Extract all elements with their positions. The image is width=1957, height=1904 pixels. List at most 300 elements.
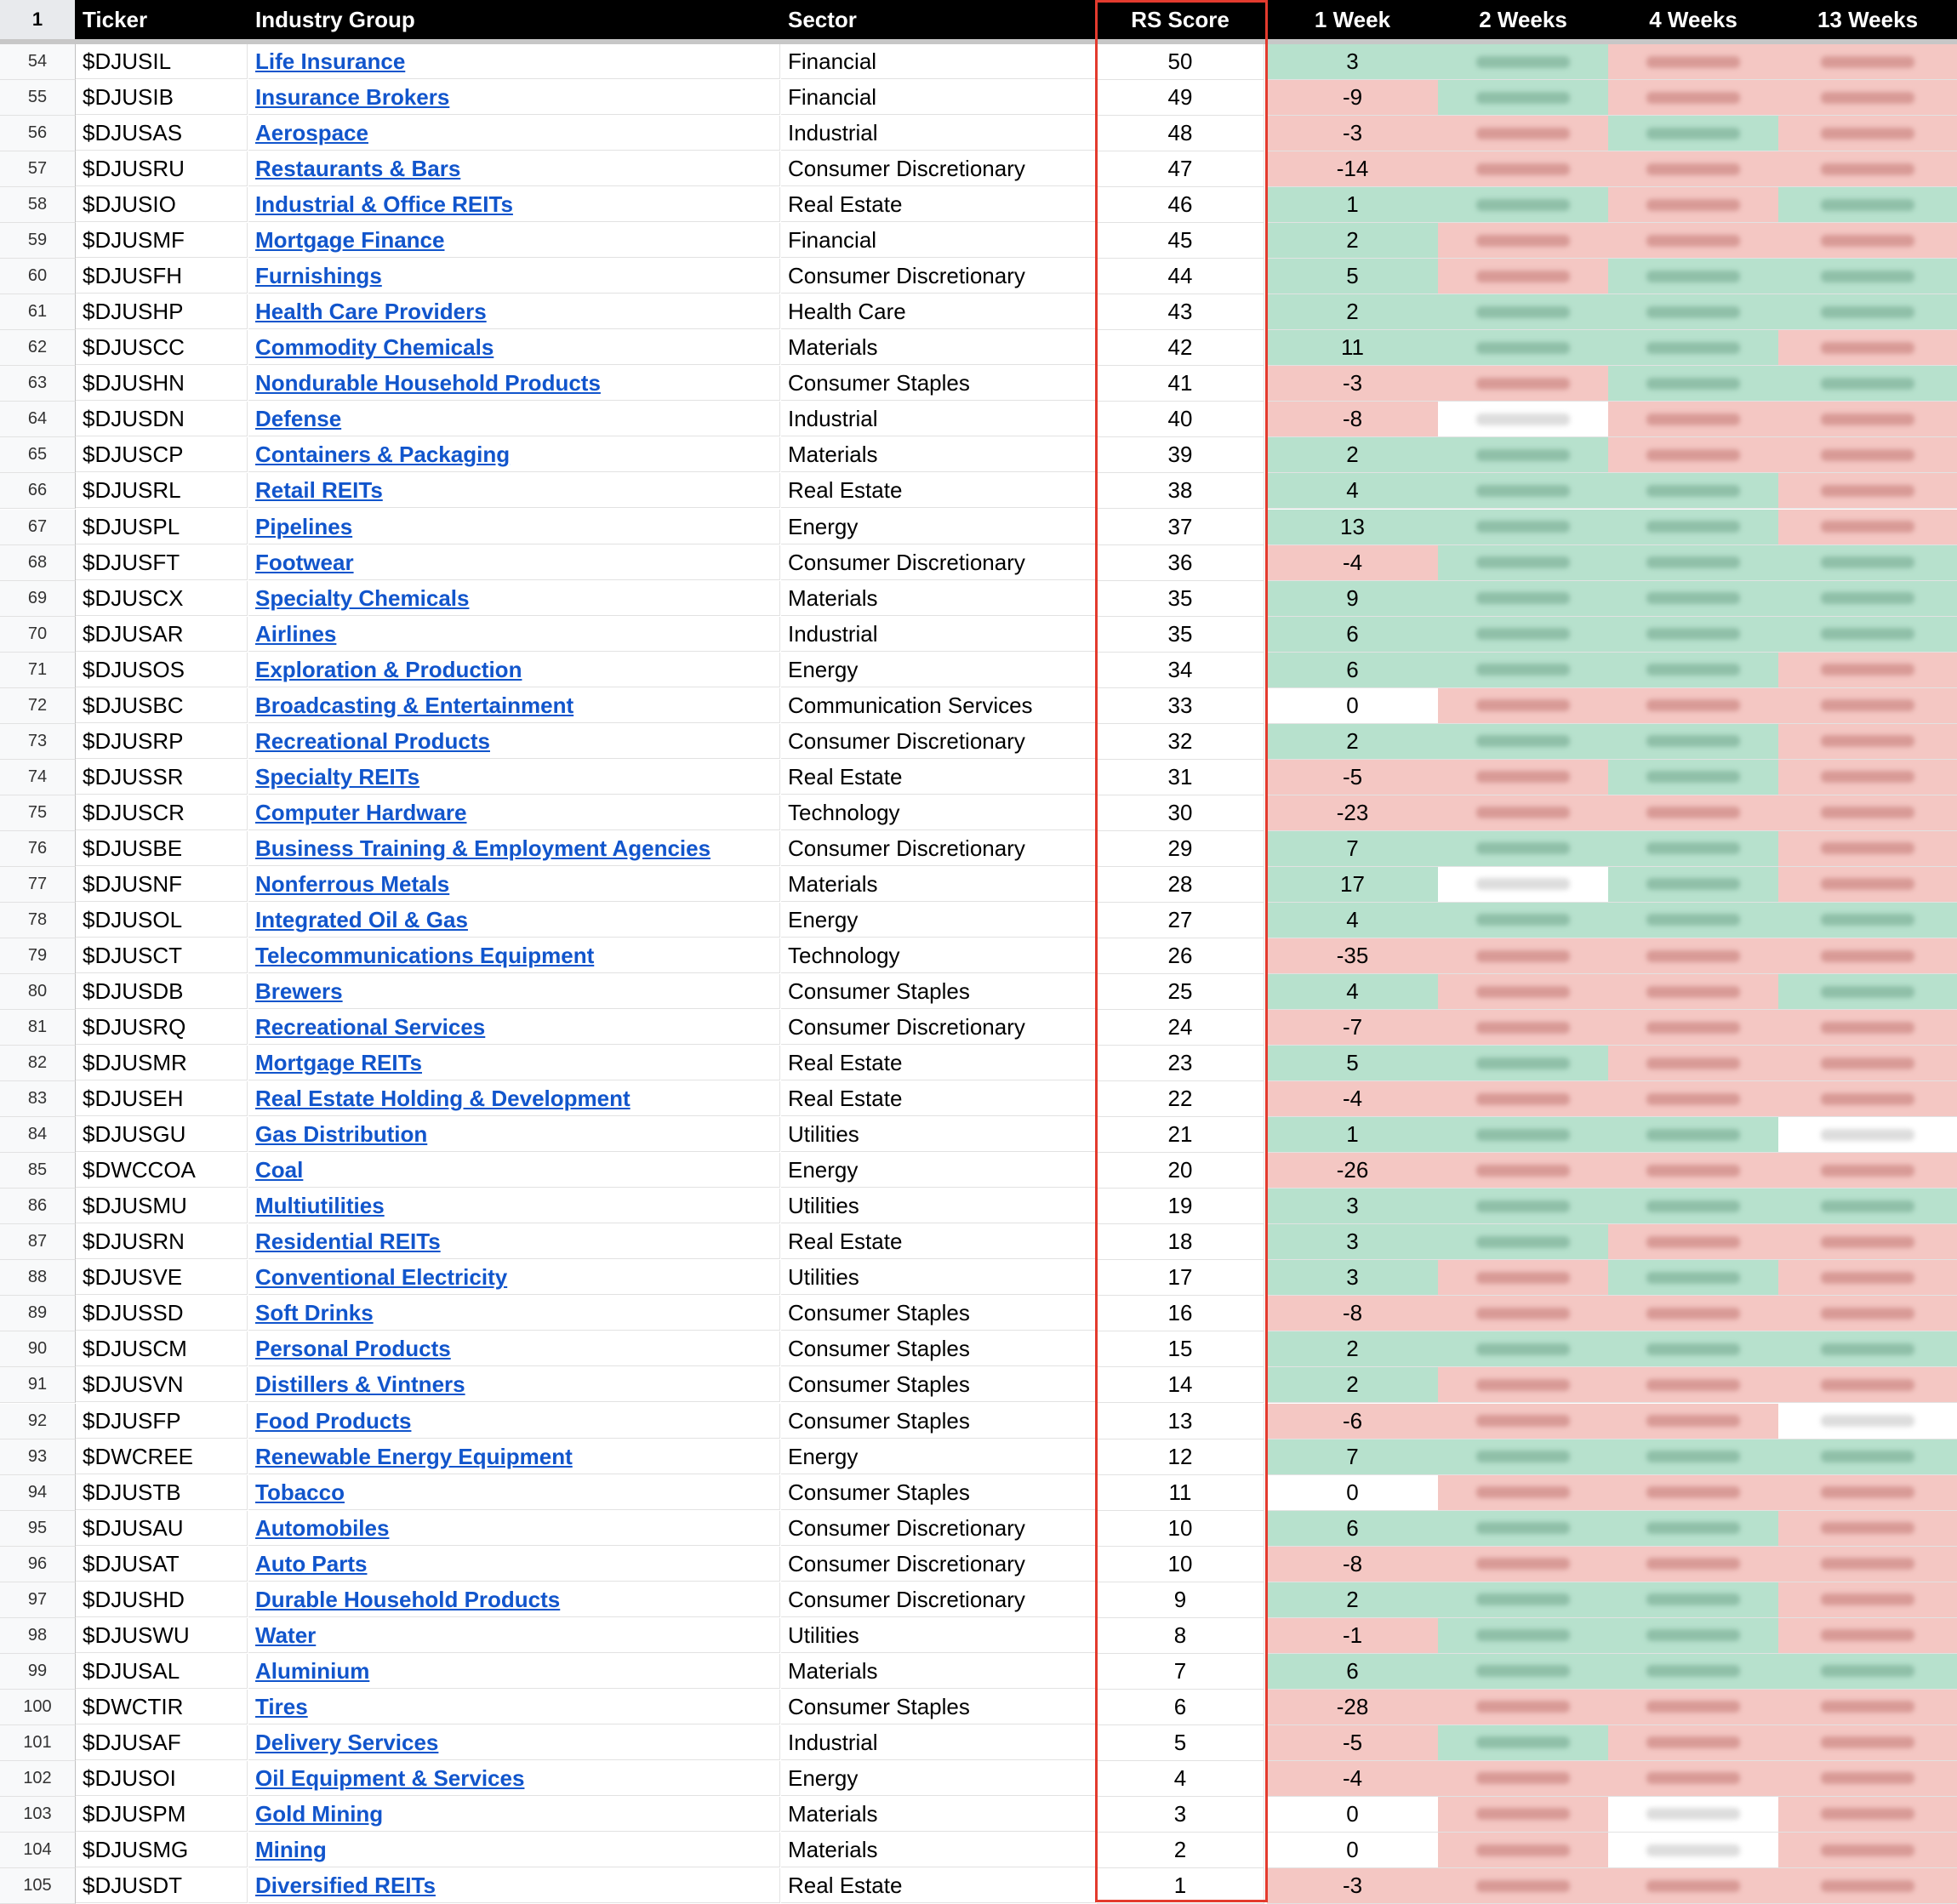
week1-change-cell[interactable]: 4 (1267, 974, 1439, 1010)
week4-change-cell[interactable] (1608, 1046, 1779, 1081)
sector-cell[interactable]: Real Estate (781, 1868, 1096, 1903)
week4-change-cell[interactable] (1608, 795, 1779, 831)
week2-change-cell[interactable] (1438, 366, 1609, 402)
industry-group-link[interactable]: Real Estate Holding & Development (255, 1086, 630, 1112)
week4-change-cell[interactable] (1608, 653, 1779, 688)
week13-change-cell[interactable] (1778, 44, 1957, 80)
ticker-cell[interactable]: $DJUSMG (76, 1833, 248, 1867)
industry-group-link[interactable]: Specialty Chemicals (255, 584, 470, 611)
ticker-cell[interactable]: $DJUSFT (76, 545, 248, 580)
row-number[interactable]: 56 (0, 116, 76, 151)
week4-change-cell[interactable] (1608, 510, 1779, 545)
week4-change-cell[interactable] (1608, 938, 1779, 974)
week2-change-cell[interactable] (1438, 1153, 1609, 1189)
industry-group-link[interactable]: Personal Products (255, 1336, 451, 1362)
week2-change-cell[interactable] (1438, 437, 1609, 473)
table-row[interactable] (0, 1331, 1957, 1367)
industry-group-cell[interactable] (248, 366, 780, 401)
week2-change-cell[interactable] (1438, 1367, 1609, 1403)
table-row[interactable] (0, 1511, 1957, 1547)
row-number[interactable]: 59 (0, 223, 76, 259)
header-industry-group[interactable]: Industry Group (255, 7, 415, 32)
row-number[interactable]: 68 (0, 545, 76, 581)
rs-score-cell[interactable]: 10 (1097, 1547, 1264, 1582)
table-row[interactable] (0, 1081, 1957, 1117)
week2-change-cell[interactable] (1438, 581, 1609, 617)
sector-cell[interactable]: Utilities (781, 1618, 1096, 1653)
industry-group-cell[interactable] (248, 80, 780, 115)
week13-change-cell[interactable] (1778, 1153, 1957, 1189)
industry-group-cell[interactable] (248, 938, 780, 973)
week4-change-cell[interactable] (1608, 44, 1779, 80)
rs-score-cell[interactable]: 40 (1097, 402, 1264, 437)
sector-cell[interactable]: Financial (781, 44, 1096, 79)
rs-score-cell[interactable]: 2 (1097, 1833, 1264, 1868)
row-number[interactable]: 63 (0, 366, 76, 402)
week13-change-cell[interactable] (1778, 617, 1957, 653)
week1-change-cell[interactable]: 7 (1267, 1439, 1439, 1475)
rs-score-cell[interactable]: 25 (1097, 974, 1264, 1010)
industry-group-link[interactable]: Oil Equipment & Services (255, 1764, 525, 1791)
row-number[interactable]: 76 (0, 831, 76, 867)
ticker-cell[interactable]: $DJUSAT (76, 1547, 248, 1582)
row-number[interactable]: 74 (0, 760, 76, 795)
row-number[interactable]: 71 (0, 653, 76, 688)
week1-change-cell[interactable]: -4 (1267, 1081, 1439, 1117)
sector-cell[interactable]: Consumer Staples (781, 974, 1096, 1009)
sector-cell[interactable]: Consumer Discretionary (781, 724, 1096, 759)
industry-group-link[interactable]: Commodity Chemicals (255, 334, 494, 361)
sector-cell[interactable]: Industrial (781, 1725, 1096, 1760)
sector-cell[interactable]: Consumer Discretionary (781, 545, 1096, 580)
row-number[interactable]: 62 (0, 330, 76, 366)
sector-cell[interactable]: Consumer Discretionary (781, 1582, 1096, 1617)
table-row[interactable] (0, 795, 1957, 831)
week13-change-cell[interactable] (1778, 1010, 1957, 1046)
rs-score-cell[interactable]: 33 (1097, 688, 1264, 724)
rs-score-cell[interactable]: 19 (1097, 1189, 1264, 1224)
week13-change-cell[interactable] (1778, 938, 1957, 974)
sector-cell[interactable]: Consumer Discretionary (781, 151, 1096, 186)
sector-cell[interactable]: Materials (781, 437, 1096, 472)
table-row[interactable] (0, 116, 1957, 151)
table-row[interactable] (0, 831, 1957, 867)
table-row[interactable] (0, 1224, 1957, 1260)
week2-change-cell[interactable] (1438, 473, 1609, 509)
week1-change-cell[interactable]: -5 (1267, 1725, 1439, 1761)
week4-change-cell[interactable] (1608, 1117, 1779, 1153)
table-row[interactable] (0, 1153, 1957, 1189)
industry-group-link[interactable]: Specialty REITs (255, 763, 420, 790)
industry-group-link[interactable]: Brewers (255, 978, 343, 1005)
industry-group-link[interactable]: Soft Drinks (255, 1300, 374, 1326)
week1-change-cell[interactable]: 4 (1267, 903, 1439, 938)
week2-change-cell[interactable] (1438, 402, 1609, 437)
week2-change-cell[interactable] (1438, 80, 1609, 116)
ticker-cell[interactable]: $DJUSRL (76, 473, 248, 508)
week1-change-cell[interactable]: -8 (1267, 1296, 1439, 1331)
row-number[interactable]: 98 (0, 1618, 76, 1654)
industry-group-cell[interactable] (248, 151, 780, 186)
rs-score-cell[interactable]: 15 (1097, 1331, 1264, 1367)
sector-cell[interactable]: Real Estate (781, 760, 1096, 795)
row-number[interactable]: 79 (0, 938, 76, 974)
week13-change-cell[interactable] (1778, 653, 1957, 688)
sector-cell[interactable]: Materials (781, 1797, 1096, 1832)
rs-score-cell[interactable]: 49 (1097, 80, 1264, 116)
week13-change-cell[interactable] (1778, 1475, 1957, 1511)
sector-cell[interactable]: Energy (781, 1761, 1096, 1796)
rs-score-cell[interactable]: 35 (1097, 617, 1264, 653)
week13-change-cell[interactable] (1778, 437, 1957, 473)
industry-group-cell[interactable] (248, 1404, 780, 1439)
rs-score-cell[interactable]: 35 (1097, 581, 1264, 617)
industry-group-cell[interactable] (248, 795, 780, 830)
week4-change-cell[interactable] (1608, 259, 1779, 294)
row-number[interactable]: 96 (0, 1547, 76, 1582)
week4-change-cell[interactable] (1608, 1189, 1779, 1224)
week4-change-cell[interactable] (1608, 1404, 1779, 1439)
week4-change-cell[interactable] (1608, 688, 1779, 724)
week1-change-cell[interactable]: 2 (1267, 294, 1439, 330)
industry-group-cell[interactable] (248, 1868, 780, 1903)
table-row[interactable] (0, 545, 1957, 581)
sector-cell[interactable]: Communication Services (781, 688, 1096, 723)
week13-change-cell[interactable] (1778, 581, 1957, 617)
week4-change-cell[interactable] (1608, 1690, 1779, 1725)
week13-change-cell[interactable] (1778, 1797, 1957, 1833)
week2-change-cell[interactable] (1438, 151, 1609, 187)
week4-change-cell[interactable] (1608, 187, 1779, 223)
row-number[interactable]: 64 (0, 402, 76, 437)
sector-cell[interactable]: Energy (781, 1153, 1096, 1188)
industry-group-link[interactable]: Aluminium (255, 1657, 370, 1684)
week2-change-cell[interactable] (1438, 1475, 1609, 1511)
industry-group-link[interactable]: Nondurable Household Products (255, 370, 601, 396)
table-row[interactable] (0, 1296, 1957, 1331)
industry-group-cell[interactable] (248, 974, 780, 1009)
week4-change-cell[interactable] (1608, 473, 1779, 509)
week2-change-cell[interactable] (1438, 831, 1609, 867)
industry-group-link[interactable]: Nonferrous Metals (255, 870, 450, 897)
rs-score-cell[interactable]: 45 (1097, 223, 1264, 259)
industry-group-link[interactable]: Pipelines (255, 513, 353, 539)
industry-group-link[interactable]: Delivery Services (255, 1729, 439, 1755)
week13-change-cell[interactable] (1778, 1439, 1957, 1475)
row-number[interactable]: 55 (0, 80, 76, 116)
table-row[interactable] (0, 151, 1957, 187)
table-row[interactable] (0, 1439, 1957, 1475)
sector-cell[interactable]: Utilities (781, 1117, 1096, 1152)
week4-change-cell[interactable] (1608, 116, 1779, 151)
industry-group-link[interactable]: Water (255, 1622, 317, 1648)
sector-cell[interactable]: Energy (781, 653, 1096, 687)
row-number[interactable]: 102 (0, 1761, 76, 1797)
week4-change-cell[interactable] (1608, 1439, 1779, 1475)
industry-group-cell[interactable] (248, 1833, 780, 1867)
ticker-cell[interactable]: $DJUSHD (76, 1582, 248, 1617)
rs-score-cell[interactable]: 21 (1097, 1117, 1264, 1153)
week4-change-cell[interactable] (1608, 1367, 1779, 1403)
week1-change-cell[interactable]: 0 (1267, 1475, 1439, 1511)
week13-change-cell[interactable] (1778, 330, 1957, 366)
table-row[interactable] (0, 1725, 1957, 1761)
ticker-cell[interactable]: $DJUSMR (76, 1046, 248, 1080)
week13-change-cell[interactable] (1778, 1690, 1957, 1725)
rs-score-cell[interactable]: 28 (1097, 867, 1264, 903)
industry-group-cell[interactable] (248, 330, 780, 365)
week13-change-cell[interactable] (1778, 1117, 1957, 1153)
week13-change-cell[interactable] (1778, 1547, 1957, 1582)
week13-change-cell[interactable] (1778, 903, 1957, 938)
industry-group-cell[interactable] (248, 437, 780, 472)
week2-change-cell[interactable] (1438, 1761, 1609, 1797)
sector-cell[interactable]: Financial (781, 223, 1096, 258)
week13-change-cell[interactable] (1778, 1260, 1957, 1296)
week4-change-cell[interactable] (1608, 903, 1779, 938)
industry-group-link[interactable]: Recreational Products (255, 727, 490, 754)
sector-cell[interactable]: Energy (781, 510, 1096, 544)
week13-change-cell[interactable] (1778, 1833, 1957, 1868)
row-number[interactable]: 97 (0, 1582, 76, 1618)
week4-change-cell[interactable] (1608, 1153, 1779, 1189)
industry-group-cell[interactable] (248, 44, 780, 79)
industry-group-link[interactable]: Food Products (255, 1407, 412, 1434)
industry-group-link[interactable]: Defense (255, 406, 342, 432)
ticker-cell[interactable]: $DJUSDT (76, 1868, 248, 1903)
rs-score-cell[interactable]: 34 (1097, 653, 1264, 688)
industry-group-cell[interactable] (248, 1654, 780, 1689)
row-number[interactable]: 65 (0, 437, 76, 473)
week1-change-cell[interactable]: -6 (1267, 1404, 1439, 1439)
week1-change-cell[interactable]: 2 (1267, 724, 1439, 760)
week1-change-cell[interactable]: 0 (1267, 688, 1439, 724)
industry-group-cell[interactable] (248, 724, 780, 759)
industry-group-cell[interactable] (248, 473, 780, 508)
sector-cell[interactable]: Materials (781, 867, 1096, 902)
week1-change-cell[interactable]: 17 (1267, 867, 1439, 903)
table-row[interactable] (0, 688, 1957, 724)
industry-group-link[interactable]: Computer Hardware (255, 799, 467, 825)
week2-change-cell[interactable] (1438, 1547, 1609, 1582)
week2-change-cell[interactable] (1438, 1296, 1609, 1331)
row-number[interactable]: 87 (0, 1224, 76, 1260)
header-sector[interactable]: Sector (788, 7, 857, 32)
week2-change-cell[interactable] (1438, 1690, 1609, 1725)
sector-cell[interactable]: Consumer Discretionary (781, 1511, 1096, 1546)
industry-group-link[interactable]: Mortgage Finance (255, 227, 445, 254)
week2-change-cell[interactable] (1438, 1654, 1609, 1690)
ticker-cell[interactable]: $DJUSHN (76, 366, 248, 401)
rs-score-cell[interactable]: 41 (1097, 366, 1264, 402)
ticker-cell[interactable]: $DJUSVN (76, 1367, 248, 1402)
sector-cell[interactable]: Consumer Discretionary (781, 259, 1096, 294)
ticker-cell[interactable]: $DJUSSR (76, 760, 248, 795)
ticker-cell[interactable]: $DJUSRP (76, 724, 248, 759)
industry-group-cell[interactable] (248, 223, 780, 258)
week1-change-cell[interactable]: 6 (1267, 1654, 1439, 1690)
week4-change-cell[interactable] (1608, 1260, 1779, 1296)
rs-score-cell[interactable]: 3 (1097, 1797, 1264, 1833)
week13-change-cell[interactable] (1778, 366, 1957, 402)
week4-change-cell[interactable] (1608, 1547, 1779, 1582)
row-number[interactable]: 103 (0, 1797, 76, 1833)
rs-score-cell[interactable]: 12 (1097, 1439, 1264, 1475)
industry-group-cell[interactable] (248, 1117, 780, 1152)
table-row[interactable] (0, 903, 1957, 938)
week1-change-cell[interactable]: 0 (1267, 1833, 1439, 1868)
industry-group-cell[interactable] (248, 1582, 780, 1617)
week4-change-cell[interactable] (1608, 974, 1779, 1010)
table-row[interactable] (0, 1797, 1957, 1833)
week2-change-cell[interactable] (1438, 1331, 1609, 1367)
industry-group-cell[interactable] (248, 1046, 780, 1080)
ticker-cell[interactable]: $DJUSRQ (76, 1010, 248, 1045)
sector-cell[interactable]: Industrial (781, 116, 1096, 151)
rs-score-cell[interactable]: 37 (1097, 510, 1264, 545)
table-row[interactable] (0, 1010, 1957, 1046)
week1-change-cell[interactable]: 3 (1267, 44, 1439, 80)
industry-group-cell[interactable] (248, 1439, 780, 1474)
week2-change-cell[interactable] (1438, 294, 1609, 330)
rs-score-cell[interactable]: 50 (1097, 44, 1264, 80)
week1-change-cell[interactable]: 0 (1267, 1797, 1439, 1833)
ticker-cell[interactable]: $DJUSCC (76, 330, 248, 365)
row-number[interactable]: 89 (0, 1296, 76, 1331)
week4-change-cell[interactable] (1608, 867, 1779, 903)
industry-group-cell[interactable] (248, 903, 780, 938)
week13-change-cell[interactable] (1778, 724, 1957, 760)
rs-score-cell[interactable]: 5 (1097, 1725, 1264, 1761)
row-number[interactable]: 58 (0, 187, 76, 223)
industry-group-link[interactable]: Residential REITs (255, 1228, 441, 1255)
table-row[interactable] (0, 938, 1957, 974)
industry-group-link[interactable]: Automobiles (255, 1514, 390, 1541)
week4-change-cell[interactable] (1608, 581, 1779, 617)
sector-cell[interactable]: Industrial (781, 617, 1096, 652)
ticker-cell[interactable]: $DJUSFP (76, 1404, 248, 1439)
week1-change-cell[interactable]: 2 (1267, 1582, 1439, 1618)
ticker-cell[interactable]: $DJUSTB (76, 1475, 248, 1510)
sector-cell[interactable]: Consumer Staples (781, 1331, 1096, 1366)
row-number[interactable]: 95 (0, 1511, 76, 1547)
row-number[interactable]: 57 (0, 151, 76, 187)
industry-group-link[interactable]: Industrial & Office REITs (255, 191, 513, 218)
week1-change-cell[interactable]: 1 (1267, 187, 1439, 223)
week4-change-cell[interactable] (1608, 724, 1779, 760)
industry-group-link[interactable]: Coal (255, 1157, 304, 1183)
week2-change-cell[interactable] (1438, 724, 1609, 760)
week13-change-cell[interactable] (1778, 1654, 1957, 1690)
week1-change-cell[interactable]: 2 (1267, 1331, 1439, 1367)
ticker-cell[interactable]: $DJUSCP (76, 437, 248, 472)
ticker-cell[interactable]: $DJUSCT (76, 938, 248, 973)
rs-score-cell[interactable]: 6 (1097, 1690, 1264, 1725)
rs-score-cell[interactable]: 14 (1097, 1367, 1264, 1403)
row-number[interactable]: 77 (0, 867, 76, 903)
industry-group-link[interactable]: Containers & Packaging (255, 442, 511, 468)
week2-change-cell[interactable] (1438, 545, 1609, 581)
rs-score-cell[interactable]: 46 (1097, 187, 1264, 223)
industry-group-link[interactable]: Aerospace (255, 120, 368, 146)
industry-group-cell[interactable] (248, 653, 780, 687)
rs-score-cell[interactable]: 20 (1097, 1153, 1264, 1189)
ticker-cell[interactable]: $DJUSCX (76, 581, 248, 616)
row-number[interactable]: 80 (0, 974, 76, 1010)
row-number[interactable]: 75 (0, 795, 76, 831)
table-row[interactable] (0, 80, 1957, 116)
industry-group-cell[interactable] (248, 1153, 780, 1188)
header-1-week[interactable]: 1 Week (1314, 7, 1391, 32)
rs-score-cell[interactable]: 16 (1097, 1296, 1264, 1331)
row-number[interactable]: 66 (0, 473, 76, 509)
industry-group-cell[interactable] (248, 831, 780, 866)
industry-group-cell[interactable] (248, 1690, 780, 1724)
week2-change-cell[interactable] (1438, 1117, 1609, 1153)
rs-score-cell[interactable]: 27 (1097, 903, 1264, 938)
industry-group-cell[interactable] (248, 760, 780, 795)
week2-change-cell[interactable] (1438, 1189, 1609, 1224)
week13-change-cell[interactable] (1778, 294, 1957, 330)
week2-change-cell[interactable] (1438, 1404, 1609, 1439)
week2-change-cell[interactable] (1438, 795, 1609, 831)
week2-change-cell[interactable] (1438, 688, 1609, 724)
week13-change-cell[interactable] (1778, 473, 1957, 509)
week4-change-cell[interactable] (1608, 760, 1779, 795)
table-row[interactable] (0, 1761, 1957, 1797)
rs-score-cell[interactable]: 48 (1097, 116, 1264, 151)
sector-cell[interactable]: Energy (781, 1439, 1096, 1474)
industry-group-link[interactable]: Telecommunications Equipment (255, 943, 595, 968)
industry-group-link[interactable]: Tobacco (255, 1479, 345, 1505)
ticker-cell[interactable]: $DJUSGU (76, 1117, 248, 1152)
week2-change-cell[interactable] (1438, 1582, 1609, 1618)
rs-score-cell[interactable]: 39 (1097, 437, 1264, 473)
industry-group-link[interactable]: Durable Household Products (255, 1586, 561, 1612)
week13-change-cell[interactable] (1778, 259, 1957, 294)
sector-cell[interactable]: Materials (781, 1833, 1096, 1867)
ticker-cell[interactable]: $DJUSOS (76, 653, 248, 687)
week13-change-cell[interactable] (1778, 116, 1957, 151)
table-row[interactable] (0, 974, 1957, 1010)
row-number[interactable]: 92 (0, 1404, 76, 1439)
week1-change-cell[interactable]: -8 (1267, 402, 1439, 437)
industry-group-link[interactable]: Business Training & Employment Agencies (255, 835, 711, 861)
sector-cell[interactable]: Materials (781, 581, 1096, 616)
industry-group-cell[interactable] (248, 867, 780, 902)
table-row[interactable] (0, 187, 1957, 223)
week13-change-cell[interactable] (1778, 1081, 1957, 1117)
week13-change-cell[interactable] (1778, 1725, 1957, 1761)
ticker-cell[interactable]: $DJUSAS (76, 116, 248, 151)
ticker-cell[interactable]: $DJUSWU (76, 1618, 248, 1653)
row-number[interactable]: 61 (0, 294, 76, 330)
week4-change-cell[interactable] (1608, 545, 1779, 581)
industry-group-link[interactable]: Integrated Oil & Gas (255, 906, 468, 932)
week1-change-cell[interactable]: -4 (1267, 545, 1439, 581)
industry-group-cell[interactable] (248, 1511, 780, 1546)
sector-cell[interactable]: Financial (781, 80, 1096, 115)
week2-change-cell[interactable] (1438, 617, 1609, 653)
row-number[interactable]: 94 (0, 1475, 76, 1511)
header-4-weeks[interactable]: 4 Weeks (1649, 7, 1737, 32)
week4-change-cell[interactable] (1608, 223, 1779, 259)
table-row[interactable] (0, 1367, 1957, 1403)
rs-score-cell[interactable]: 47 (1097, 151, 1264, 187)
table-row[interactable] (0, 1260, 1957, 1296)
week13-change-cell[interactable] (1778, 795, 1957, 831)
week4-change-cell[interactable] (1608, 831, 1779, 867)
